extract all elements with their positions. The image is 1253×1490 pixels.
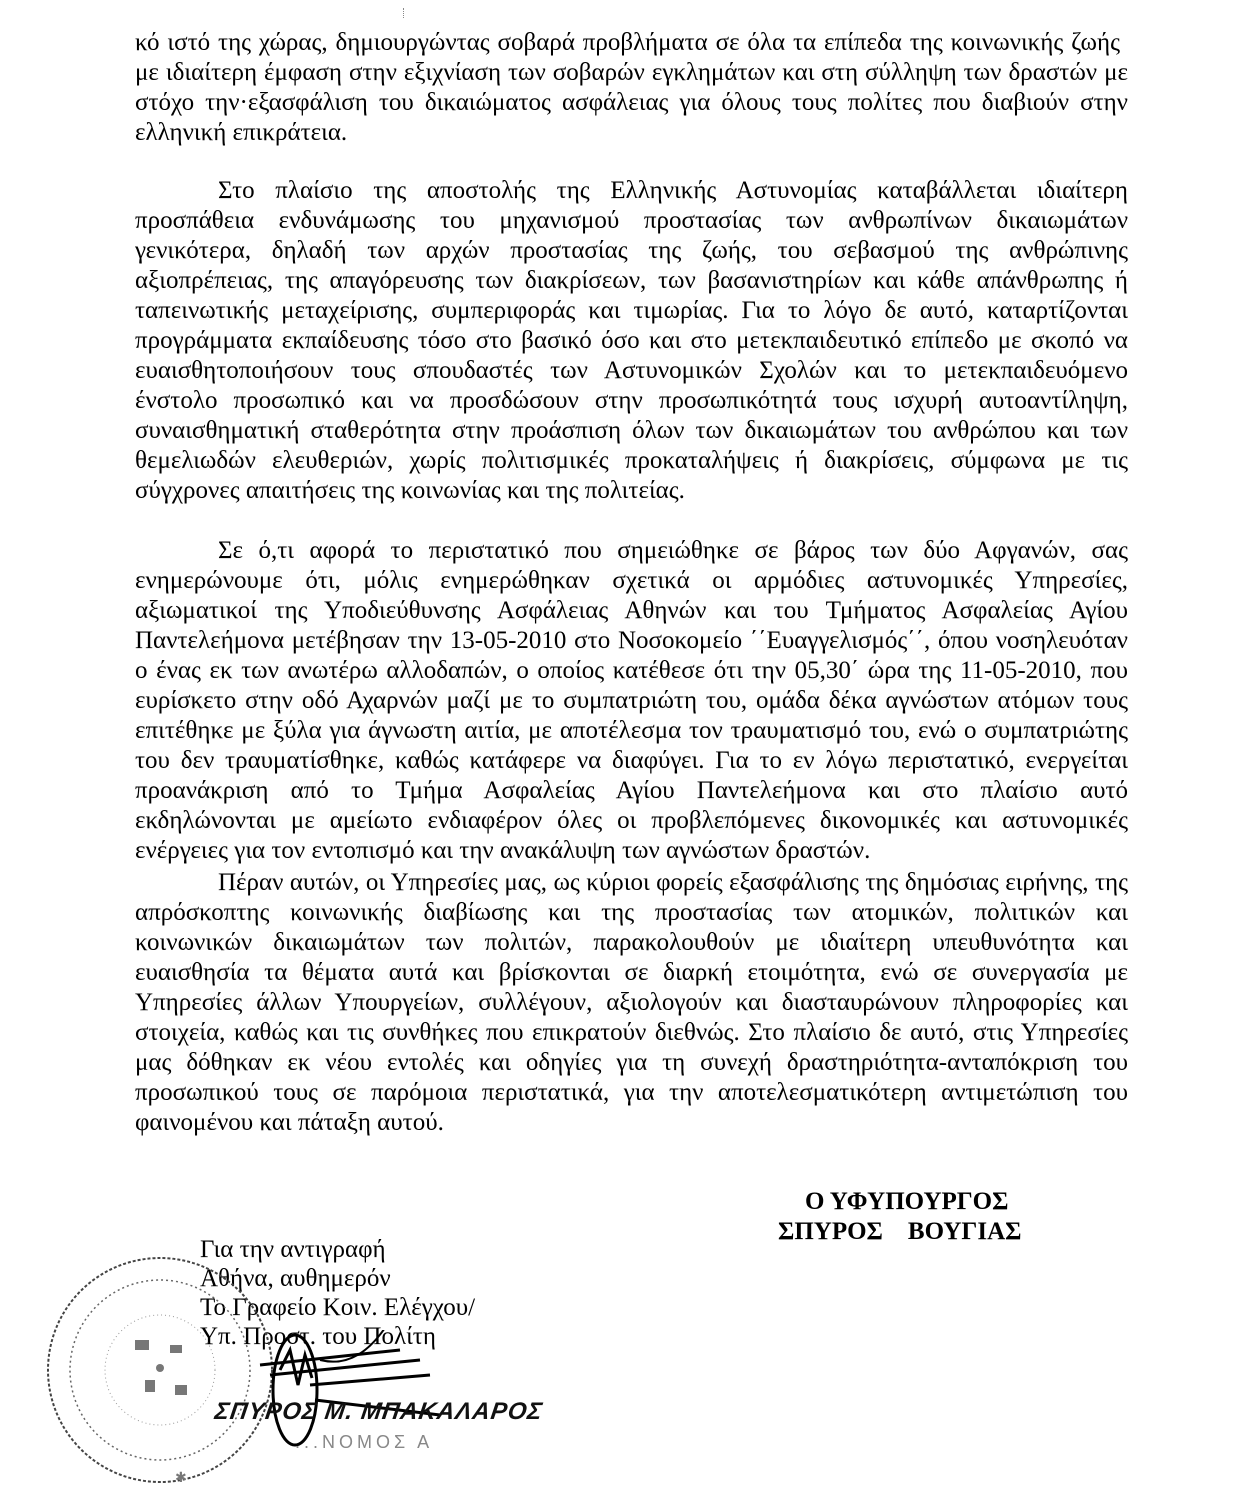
paragraph-3-line: ευρίσκετο στην οδό Αχαρνών μαζί με το συμπατριώτη του, ομάδα δέκα αγνώστων ατόμων τους	[135, 688, 1128, 714]
paragraph-4-line: μας δόθηκαν εκ νέου εντολές και οδηγίες για τη συνεχή δραστηριότητα-ανταπόκριση του	[135, 1050, 1128, 1076]
paragraph-4-line: στοιχεία, καθώς και τις συνθήκες που επικρατούν διεθνώς. Στο πλαίσιο δε αυτό, στις Υπηρεσίες	[135, 1020, 1128, 1046]
paragraph-3-line: ενημερώνουμε ότι, μόλις ενημερώθηκαν σχετικά οι αρμόδιες αστυνομικές Υπηρεσίες,	[135, 568, 1128, 594]
paragraph-4-line: κοινωνικών δικαιωμάτων των πολιτών, παρακολουθούν με ιδιαίτερη υπευθυνότητα και	[135, 930, 1128, 956]
signature-title: Ο ΥΦΥΠΟΥΡΓΟΣ	[805, 1188, 1009, 1215]
paragraph-3-line: εκδηλώνονται με αμείωτο ενδιαφέρον όλες οι προβλεπόμενες δικονομικές και αστυνομικές	[135, 808, 1128, 834]
paragraph-1-line: στόχο την·εξασφάλιση του δικαιώματος ασφάλειας για όλους τους πολίτες που διαβιούν στην	[135, 90, 1128, 116]
svg-text:✱: ✱	[175, 1470, 187, 1486]
paragraph-3-line: Σε ό,τι αφορά το περιστατικό που σημειώθηκε σε βάρος των δύο Αφγανών, σας	[218, 538, 1128, 564]
paragraph-1-line: ελληνική επικράτεια.	[135, 119, 348, 146]
paragraph-4-line: προσωπικού τους σε παρόμοια περιστατικά, για την αποτελεσματικότερη αντιμετώπιση του	[135, 1080, 1128, 1106]
paragraph-2-line: προσπάθεια ενδυνάμωσης του μηχανισμού προστασίας των ανθρωπίνων δικαιωμάτων	[135, 208, 1128, 234]
paragraph-3-line: αξιωματικοί της Υποδιεύθυνσης Ασφάλειας Αθηνών και του Τμήματος Ασφαλείας Αγίου	[135, 598, 1128, 624]
paragraph-3-line: επιτέθηκε με ξύλα για άγνωστη αιτία, με αποτέλεσμα τον τραυματισμό του, ενώ ο συμπατριώτης	[135, 718, 1128, 744]
paragraph-4-line: ευαισθησία τα θέματα αυτά και βρίσκονται σε διαρκή ετοιμότητα, ενώ σε συνεργασία με	[135, 960, 1128, 986]
copy-line-2: Αθήνα, αυθημερόν	[200, 1265, 391, 1292]
paragraph-3-line: Παντελεήμονα μετέβησαν την 13-05-2010 στο Νοσοκομείο ΄΄Ευαγγελισμός΄΄, όπου νοσηλευόταν	[135, 628, 1128, 654]
paragraph-3-line: του δεν τραυματίσθηκε, καθώς κατάφερε να διαφύγει. Για το εν λόγω περιστατικό, ενεργείται	[135, 748, 1128, 774]
paragraph-3-line: προανάκριση από το Τμήμα Ασφαλείας Αγίου Παντελεήμονα και στο πλαίσιο αυτό	[135, 778, 1128, 804]
paragraph-2-line: Στο πλαίσιο της αποστολής της Ελληνικής Αστυνομίας καταβάλλεται ιδιαίτερη	[218, 178, 1128, 204]
paragraph-2-line: προγράμματα εκπαίδευσης τόσο στο βασικό όσο και στο μετεκπαιδευτικό επίπεδο με σκοπό να	[135, 328, 1128, 354]
paragraph-2-line: ένστολο προσωπικό και να προσδώσουν στην προσωπικότητά τους ισχυρή αυτοαντίληψη,	[135, 388, 1128, 414]
paragraph-2-line: σύγχρονες απαιτήσεις της κοινωνίας και της πολιτείας.	[135, 477, 685, 504]
paragraph-2-line: ταπεινωτικής μεταχείρισης, συμπεριφοράς και τιμωρίας. Για το λόγο δε αυτό, καταρτίζονται	[135, 298, 1128, 324]
stamp-signatory-name: ΣΠΥΡΟΣ Μ. ΜΠΑΚΑΛΑΡΟΣ	[213, 1398, 545, 1425]
paragraph-2-line: αξιοπρέπειας, της απαγόρευσης των διακρίσεων, των βασανιστηρίων και κάθε απάνθρωπης ή	[135, 268, 1128, 294]
paragraph-4-line: απρόσκοπτης κοινωνικής διαβίωσης και της προστασίας των ατομικών, πολιτικών και	[135, 900, 1128, 926]
paragraph-2-line: ευαισθητοποιήσουν τους σπουδαστές των Αστυνομικών Σχολών και το μετεκπαιδευόμενο	[135, 358, 1128, 384]
paragraph-4-line: φαινομένου και πάταξη αυτού.	[135, 1109, 444, 1136]
paragraph-2-line: γενικότερα, δηλαδή των αρχών προστασίας της ζωής, του σεβασμού της ανθρώπινης	[135, 238, 1128, 264]
paragraph-2-line: συναισθηματική σταθερότητα στην προάσπιση όλων των δικαιωμάτων του ανθρώπου και των	[135, 418, 1128, 444]
scan-mark	[403, 8, 406, 18]
copy-line-1: Για την αντιγραφή	[200, 1236, 386, 1263]
stamp-signatory-rank: ...ΝΟΜΟΣ Α	[295, 1432, 434, 1452]
copy-line-4: Υπ. Προστ. του Πολίτη	[200, 1323, 436, 1350]
paragraph-1-line: κό ιστό της χώρας, δημιουργώντας σοβαρά προβλήματα σε όλα τα επίπεδα της κοινωνικής ζωής	[135, 30, 1120, 56]
paragraph-1-line: με ιδιαίτερη έμφαση στην εξιχνίαση των σοβαρών εγκλημάτων και στη σύλληψη των δραστών με	[135, 60, 1128, 86]
paragraph-3-line: ο ένας εκ των ανωτέρω αλλοδαπών, ο οποίος κατέθεσε ότι την 05,30΄ ώρα της 11-05-2010, που	[135, 658, 1128, 684]
paragraph-4-line: Υπηρεσίες άλλων Υπουργείων, συλλέγουν, αξιολογούν και διασταυρώνουν πληροφορίες και	[135, 990, 1128, 1016]
paragraph-3-line: ενέργειες για τον εντοπισμό και την ανακάλυψη των αγνώστων δραστών.	[135, 837, 871, 864]
signature-name: ΣΠΥΡΟΣ ΒΟΥΓΙΑΣ	[778, 1218, 1022, 1245]
copy-line-3: Το Γραφείο Κοιν. Ελέγχου/	[200, 1294, 476, 1321]
paragraph-4-line: Πέραν αυτών, οι Υπηρεσίες μας, ως κύριοι φορείς εξασφάλισης της δημόσιας ειρήνης, της	[218, 870, 1128, 896]
paragraph-2-line: θεμελιωδών ελευθεριών, χωρίς πολιτισμικές προκαταλήψεις ή διακρίσεις, σύμφωνα με τις	[135, 448, 1128, 474]
